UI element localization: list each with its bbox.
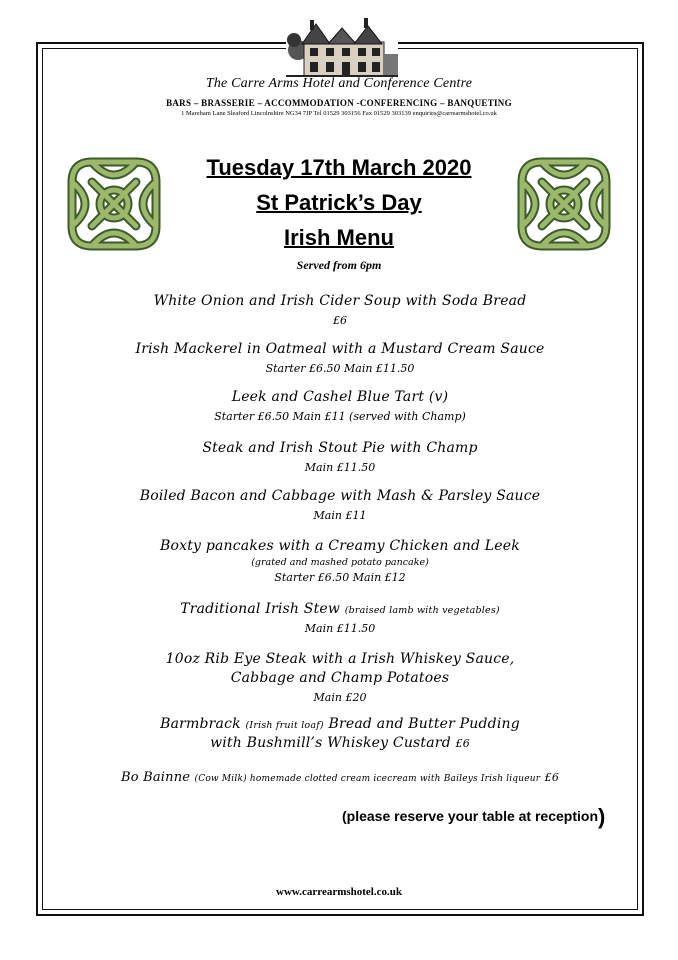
hotel-name: The Carre Arms Hotel and Conference Centre (205, 76, 473, 91)
menu-item-title: Bo Bainne (120, 770, 191, 785)
menu-item-name: White Onion and Irish Cider Soup with Soda Bread (153, 293, 527, 309)
menu-item-name: Steak and Irish Stout Pie with Champ (202, 440, 478, 456)
served-time: Served from 6pm (296, 258, 382, 272)
reservation-note (342, 804, 605, 830)
hotel-address: 1 Mareham Lane Sleaford Lincolnshire NG34 7JP Tel 01529 303156 Fax 01529 303139 enquiries@carrearmshotel.co.uk (181, 110, 497, 117)
menu-item-name (60, 716, 620, 732)
menu-item-price: £6 (455, 737, 470, 750)
menu-title: Irish Menu (283, 225, 394, 250)
menu-item-name: Cabbage and Champ Potatoes (230, 670, 450, 686)
menu-item-price: Main £11.50 (304, 461, 376, 474)
menu-item-name (60, 735, 620, 751)
menu-event: St Patrick’s Day (256, 190, 422, 215)
website-link: www.carrearmshotel.co.uk (276, 886, 402, 898)
menu-item-price: Main £11.50 (304, 622, 376, 635)
menu-item-price: Starter £6.50 Main £11.50 (265, 362, 415, 375)
menu-date: Tuesday 17th March 2020 (206, 155, 472, 180)
menu-item-name (60, 601, 620, 617)
menu-item-name: Leek and Cashel Blue Tart (v) (231, 389, 449, 405)
menu-item-price: Starter £6.50 Main £11 (served with Champ) (214, 410, 466, 423)
menu-item-name (70, 770, 610, 785)
menu-item-title: Barmbrack (160, 716, 241, 732)
reservation-text: (please reserve your table at reception (342, 808, 598, 824)
reservation-paren: ) (598, 804, 606, 829)
menu-item-note: (Irish fruit loaf) (245, 720, 324, 731)
menu-item-name: Boiled Bacon and Cabbage with Mash & Parsley Sauce (139, 488, 541, 504)
menu-item-title: Traditional Irish Stew (180, 601, 341, 617)
menu-item-note: (braised lamb with vegetables) (344, 605, 500, 616)
menu-item-note: (grated and mashed potato pancake) (251, 557, 429, 568)
hotel-services: BARS – BRASSERIE – ACCOMMODATION -CONFERENCING – BANQUETING (166, 98, 512, 108)
menu-item-price: £6 (333, 314, 347, 327)
menu-item-description: (Cow Milk) homemade clotted cream icecream with Baileys Irish liqueur (194, 774, 541, 784)
menu-item-price: Starter £6.50 Main £12 (274, 571, 406, 584)
menu-item-title: with Bushmill’s Whiskey Custard (210, 735, 451, 751)
menu-item-name: Irish Mackerel in Oatmeal with a Mustard Cream Sauce (135, 341, 545, 357)
menu-item-price: £6 (544, 771, 560, 784)
menu-item-name: Boxty pancakes with a Creamy Chicken and Leek (160, 538, 520, 554)
hotel-building-icon (286, 14, 398, 80)
menu-item-price: Main £20 (313, 691, 367, 704)
menu-item-name: 10oz Rib Eye Steak with a Irish Whiskey Sauce, (165, 651, 515, 667)
menu-item-price: Main £11 (313, 509, 367, 522)
menu-item-title: Bread and Butter Pudding (328, 716, 520, 732)
